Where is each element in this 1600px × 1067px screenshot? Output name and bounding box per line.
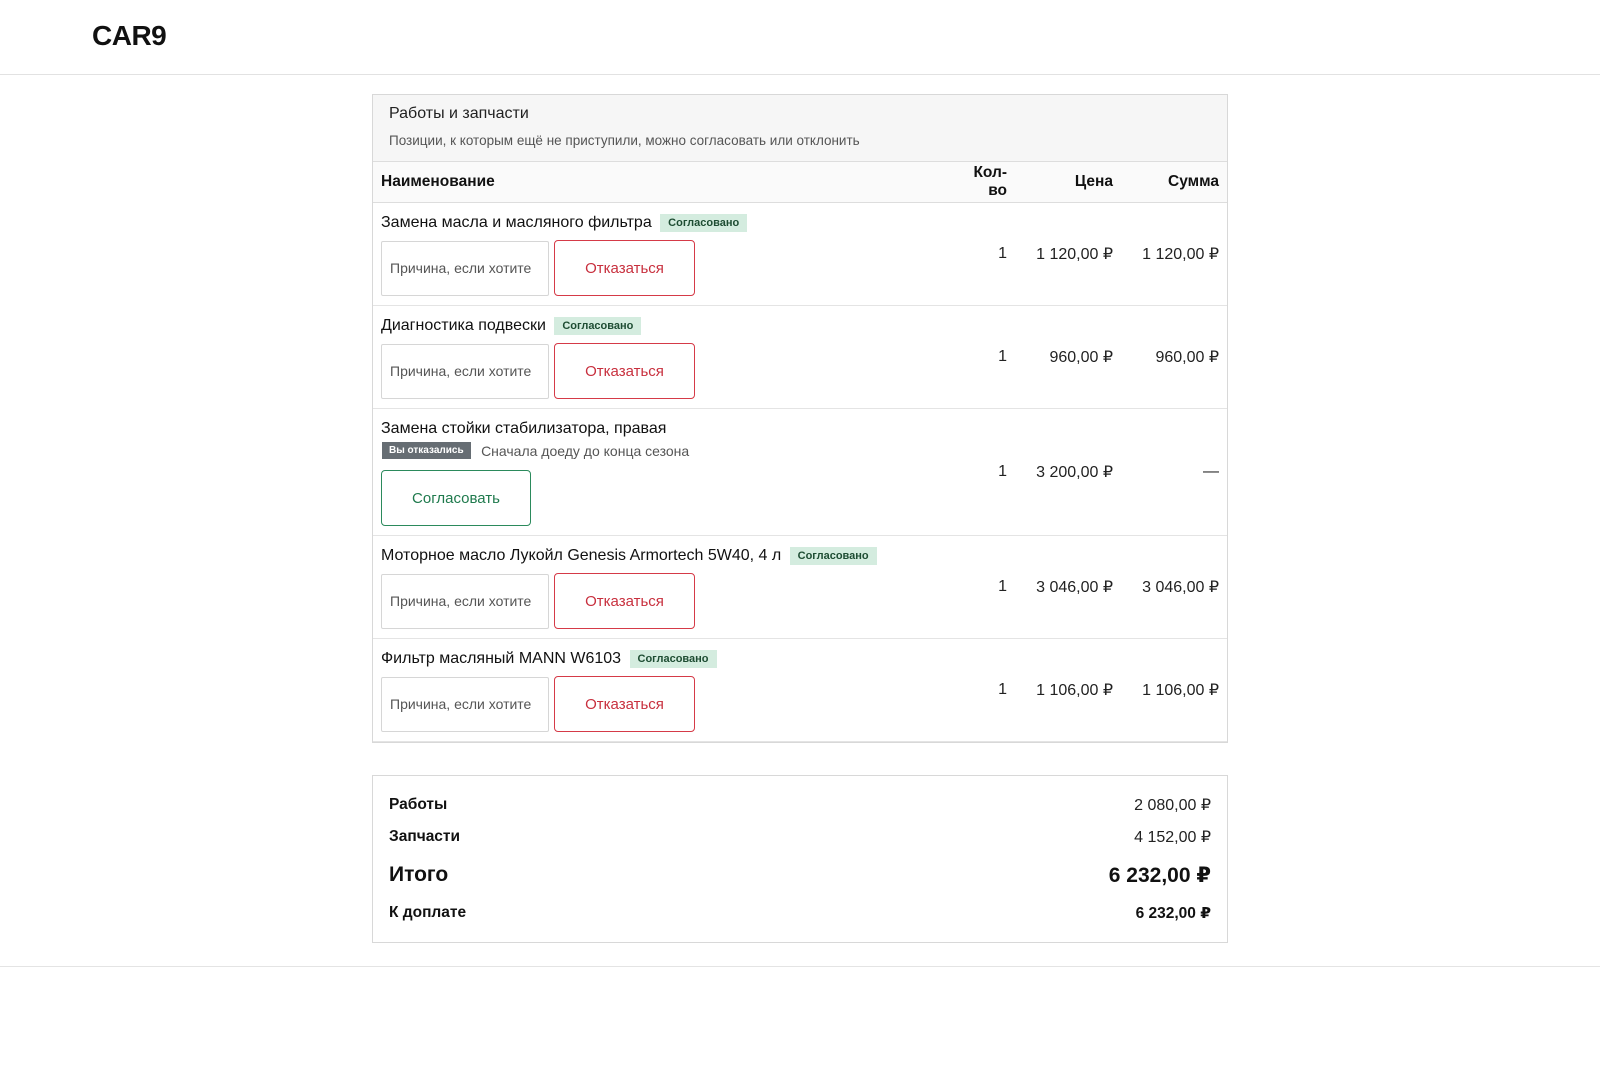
item-qty: 1 [949, 536, 1015, 639]
parts-label: Запчасти [389, 828, 461, 845]
column-name-header: Наименование [373, 162, 949, 203]
reason-input[interactable] [381, 677, 549, 732]
totals-grand-row [389, 860, 1211, 890]
item-sum: 1 106,00 ₽ [1121, 639, 1227, 742]
item-sum: 3 046,00 ₽ [1121, 536, 1227, 639]
works-label: Работы [389, 796, 448, 813]
card-header [373, 95, 1227, 162]
status-badge-declined: Вы отказались [382, 442, 471, 459]
item-cell [373, 409, 949, 536]
reject-button[interactable]: Отказаться [554, 676, 695, 732]
reject-button[interactable]: Отказаться [554, 240, 695, 296]
reason-input[interactable] [381, 241, 549, 296]
logo[interactable]: CAR9 [92, 20, 167, 51]
column-price-header: Цена [1015, 162, 1121, 203]
table-row [373, 306, 1227, 409]
item-qty: 1 [949, 639, 1015, 742]
item-actions [381, 240, 941, 296]
item-actions [381, 573, 941, 629]
table-row [373, 203, 1227, 306]
item-cell [373, 639, 949, 742]
card-subtitle: Позиции, к которым ещё не приступили, можно согласовать или отклонить [389, 133, 860, 148]
column-qty-header: Кол-во [949, 162, 1015, 203]
item-sum: — [1121, 409, 1227, 536]
decline-reason: Сначала доеду до конца сезона [481, 442, 690, 459]
item-sum: 960,00 ₽ [1121, 306, 1227, 409]
item-actions [381, 676, 941, 732]
due-label: К доплате [389, 904, 467, 921]
totals-parts-row [389, 826, 1211, 848]
item-actions [381, 343, 941, 399]
item-name: Замена стойки стабилизатора, правая [381, 419, 667, 437]
works-parts-card [372, 94, 1228, 743]
reject-button[interactable]: Отказаться [554, 343, 695, 399]
reject-button[interactable]: Отказаться [554, 573, 695, 629]
item-qty: 1 [949, 203, 1015, 306]
item-name: Диагностика подвески [381, 316, 546, 334]
top-bar [0, 0, 1600, 75]
item-price: 960,00 ₽ [1015, 306, 1121, 409]
column-sum-header: Сумма [1121, 162, 1227, 203]
status-badge-approved: Согласовано [554, 317, 641, 335]
due-value: 6 232,00 ₽ [1135, 904, 1211, 922]
status-badge-approved: Согласовано [790, 547, 877, 565]
item-cell [373, 203, 949, 306]
totals-panel [372, 775, 1228, 943]
item-cell [373, 306, 949, 409]
reason-input[interactable] [381, 344, 549, 399]
table-row [373, 409, 1227, 536]
item-qty: 1 [949, 409, 1015, 536]
card-title: Работы и запчасти [389, 105, 529, 122]
status-badge-approved: Согласовано [660, 214, 747, 232]
footer-divider [0, 966, 1600, 967]
status-badge-approved: Согласовано [630, 650, 717, 668]
item-price: 3 046,00 ₽ [1015, 536, 1121, 639]
grand-total-value: 6 232,00 ₽ [1108, 863, 1211, 887]
item-name: Моторное масло Лукойл Genesis Armortech 5W40, 4 л [381, 546, 782, 564]
item-sum: 1 120,00 ₽ [1121, 203, 1227, 306]
table-row [373, 639, 1227, 742]
item-qty: 1 [949, 306, 1015, 409]
works-value: 2 080,00 ₽ [1134, 797, 1211, 814]
decline-info [381, 442, 941, 460]
item-name: Фильтр масляный MANN W6103 [381, 649, 622, 667]
item-price: 1 106,00 ₽ [1015, 639, 1121, 742]
reason-input[interactable] [381, 574, 549, 629]
table-row [373, 536, 1227, 639]
items-table [373, 162, 1227, 742]
approve-button[interactable]: Согласовать [381, 470, 531, 526]
totals-due-row [389, 902, 1211, 924]
item-price: 1 120,00 ₽ [1015, 203, 1121, 306]
grand-total-label: Итого [389, 863, 449, 886]
table-header-row [373, 162, 1227, 203]
parts-value: 4 152,00 ₽ [1134, 829, 1211, 846]
totals-works-row [389, 794, 1211, 816]
item-cell [373, 536, 949, 639]
item-price: 3 200,00 ₽ [1015, 409, 1121, 536]
item-actions [381, 470, 941, 526]
item-name: Замена масла и масляного фильтра [381, 213, 652, 231]
